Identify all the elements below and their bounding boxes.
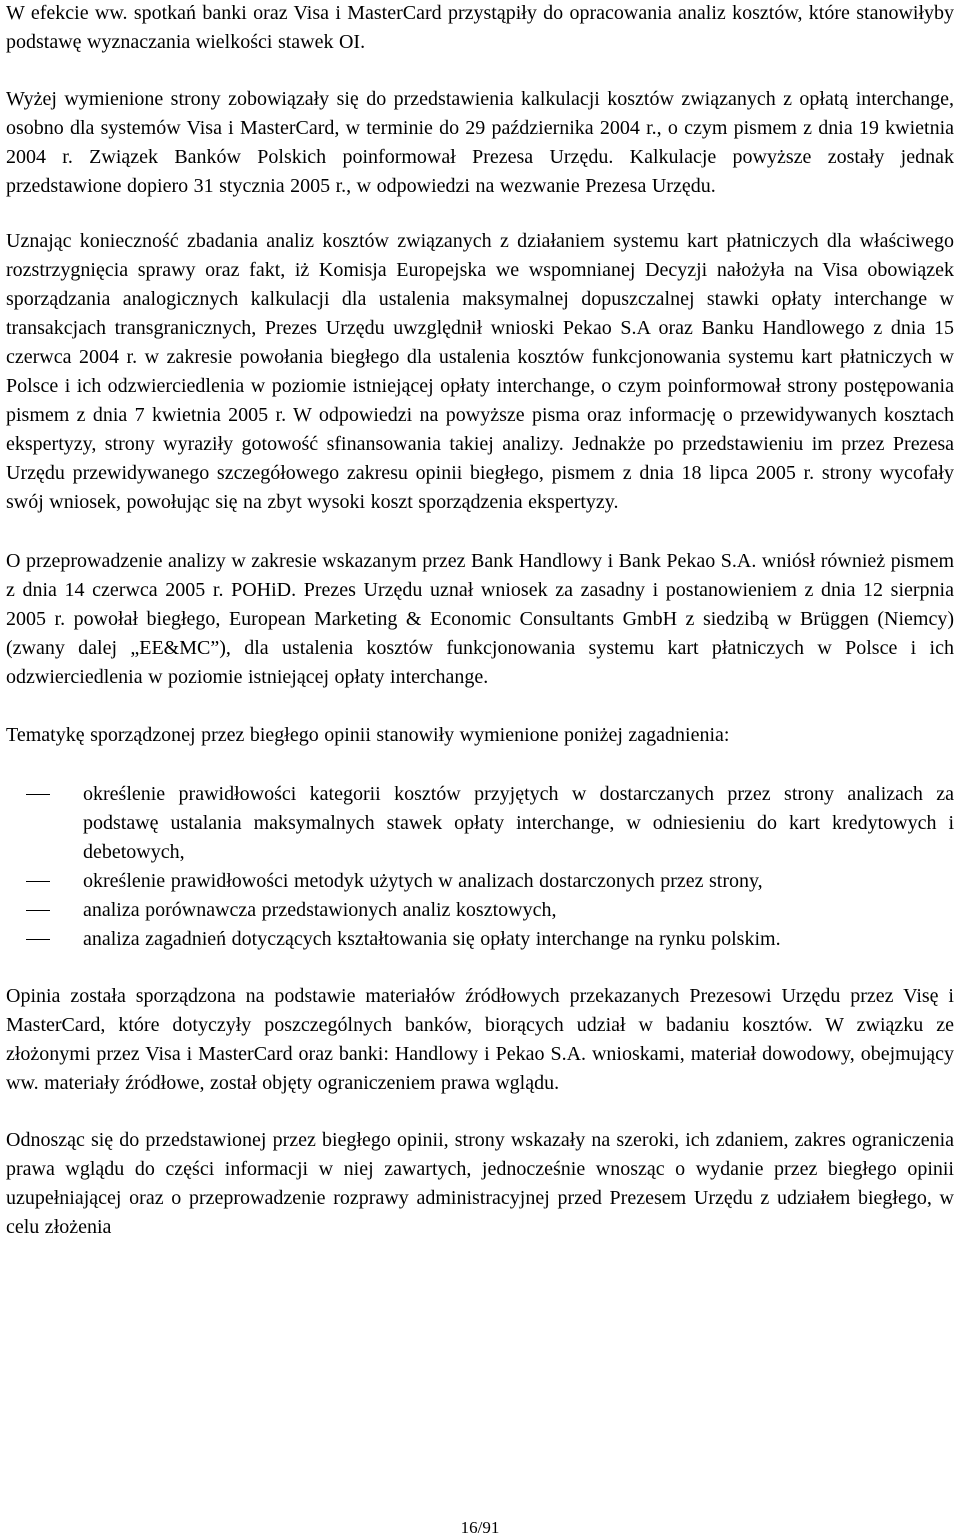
list-item-text: analiza porównawcza przedstawionych analiz kosztowych, [83, 899, 557, 921]
page-number: 16/91 [460, 1518, 500, 1537]
list-item [6, 896, 954, 925]
document-page [6, 0, 954, 1242]
list-item [6, 780, 954, 867]
paragraph-pohid-request: O przeprowadzenie analizy w zakresie wskazanym przez Bank Handlowy i Bank Pekao S.A. wniósł również pismem z dnia 14 czerwca 2005 r. POHiD. Prezes Urzędu uznał wniosek za zasadny i postanowieniem z dnia 12 sierpnia 2005 r. powołał biegłego, European Marketing & Economic Consultants GmbH z siedzibą w Brüggen (Niemcy) (zwany dalej „EE&MC”), dla ustalenia kosztów funkcjonowania systemu kart płatniczych w Polsce i ich odzwierciedlenia w poziomie istniejącej opłaty interchange. [6, 550, 954, 688]
dash-bullet-icon [26, 794, 50, 795]
list-item [6, 867, 954, 896]
list-item-text: analiza zagadnień dotyczących kształtowania się opłaty interchange na rynku polskim. [83, 928, 781, 950]
paragraph-parties-response: Odnosząc się do przedstawionej przez biegłego opinii, strony wskazały na szeroki, ich zdaniem, zakres ograniczenia prawa wglądu do części informacji w niej zawartych, jednocześnie wnosząc o wydanie przez biegłego opinii uzupełniającej oraz o przeprowadzenie rozprawy administracyjnej przed Prezesem Urzędu z udziałem biegłego, w celu złożenia [6, 1129, 954, 1238]
dash-bullet-icon [26, 881, 50, 882]
list-item [6, 925, 954, 954]
opinion-topics-list [6, 780, 954, 954]
paragraph-cost-calculation-deadline: Wyżej wymienione strony zobowiązały się do przedstawienia kalkulacji kosztów związanych z opłatą interchange, osobno dla systemów Visa i MasterCard, w terminie do 29 października 2004 r., o czym pismem z dnia 19 kwietnia 2004 r. Związek Banków Polskich poinformował Prezesa Urzędu. Kalkulacje powyższe zostały jednak przedstawione dopiero 31 stycznia 2005 r., w odpowiedzi na wezwanie Prezesa Urzędu. [6, 88, 954, 197]
list-item-text: określenie prawidłowości kategorii kosztów przyjętych w dostarczanych przez strony analizach za podstawę ustalania maksymalnych stawek opłaty interchange, w odniesieniu do kart kredytowych i debetowych, [83, 783, 954, 863]
paragraph-opinion-topics-intro: Tematykę sporządzonej przez biegłego opinii stanowiły wymienione poniżej zagadnienia: [6, 724, 730, 746]
dash-bullet-icon [26, 939, 50, 940]
list-item-text: określenie prawidłowości metodyk użytych w analizach dostarczonych przez strony, [83, 870, 763, 892]
paragraph-bank-cost-analysis: W efekcie ww. spotkań banki oraz Visa i MasterCard przystąpiły do opracowania analiz kosztów, które stanowiłyby podstawę wyznaczania wielkości stawek OI. [6, 2, 954, 53]
paragraph-expert-appointment-request: Uznając konieczność zbadania analiz kosztów związanych z działaniem systemu kart płatniczych dla właściwego rozstrzygnięcia sprawy oraz fakt, iż Komisja Europejska we wspomnianej Decyzji nałożyła na Visa obowiązek sporządzania analogicznych kalkulacji dla ustalenia maksymalnej dopuszczalnej stawki opłaty interchange w transakcjach transgranicznych, Prezes Urzędu uwzględnił wnioski Pekao S.A oraz Banku Handlowego z dnia 15 czerwca 2004 r. w zakresie powołania biegłego dla ustalenia kosztów funkcjonowania systemu kart płatniczych w Polsce i ich odzwierciedlenia w poziomie istniejącej opłaty interchange, o czym poinformował strony postępowania pismem z dnia 7 kwietnia 2005 r. W odpowiedzi na powyższe pisma oraz informację o przewidywanych kosztach ekspertyzy, strony wyraziły gotowość sfinansowania takiej analizy. Jednakże po przedstawieniu im przez Prezesa Urzędu przewidywanego szczegółowego zakresu opinii biegłego, pismem z dnia 18 lipca 2005 r. strony wycofały swój wniosek, powołując się na zbyt wysoki koszt sporządzenia ekspertyzy. [6, 230, 954, 513]
dash-bullet-icon [26, 910, 50, 911]
paragraph-source-materials: Opinia została sporządzona na podstawie materiałów źródłowych przekazanych Prezesowi Urzędu przez Visę i MasterCard, które dotyczyły poszczególnych banków, biorących udział w badaniu kosztów. W związku ze złożonymi przez Visa i MasterCard oraz banki: Handlowy i Pekao S.A. wnioskami, materiał dowodowy, obejmujący ww. materiały źródłowe, został objęty ograniczeniem prawa wglądu. [6, 985, 954, 1094]
